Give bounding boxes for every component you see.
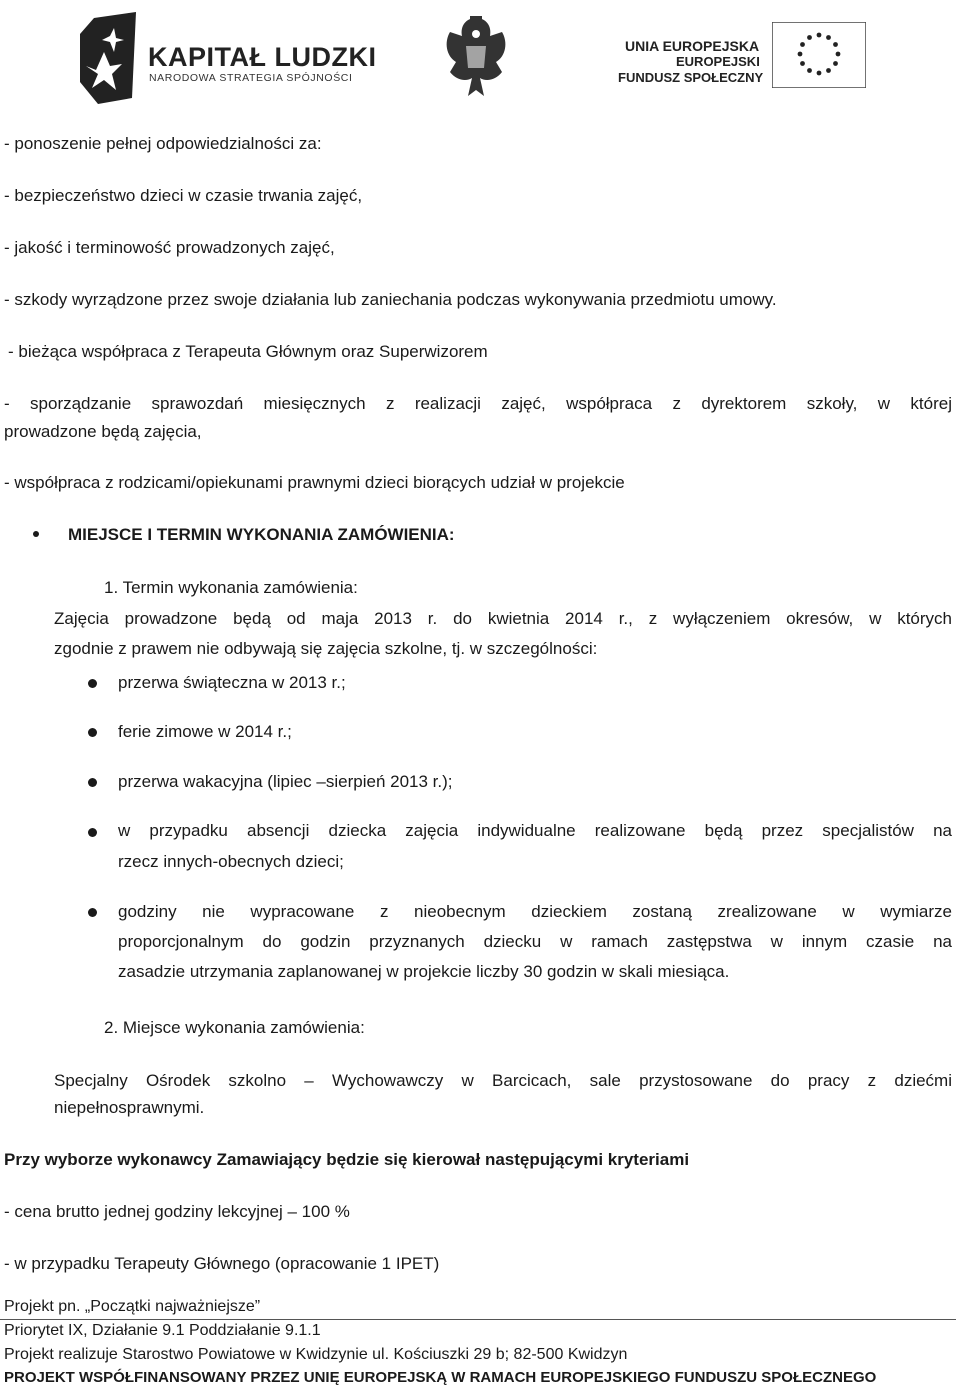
footer-divider bbox=[0, 1319, 956, 1320]
bullet-icon bbox=[88, 908, 97, 917]
list-item: przerwa wakacyjna (lipiec –sierpień 2013 r.); bbox=[118, 772, 453, 791]
kl-title: KAPITAŁ LUDZKI bbox=[148, 42, 377, 72]
ue-line2: EUROPEJSKI bbox=[676, 54, 760, 69]
bullet-icon bbox=[88, 778, 97, 787]
list-item: rzecz innych-obecnych dzieci; bbox=[118, 852, 344, 871]
numbered-item: 1. Termin wykonania zamówienia: bbox=[104, 578, 358, 597]
text-line: Zajęcia prowadzone będą od maja 2013 r. do kwietnia 2014 r., z wyłączeniem okresów, w których bbox=[54, 609, 952, 628]
list-item: zasadzie utrzymania zaplanowanej w projekcie liczby 30 godzin w skali miesiąca. bbox=[118, 962, 730, 981]
list-item: ferie zimowe w 2014 r.; bbox=[118, 722, 292, 741]
text-line: - cena brutto jednej godziny lekcyjnej – 100 % bbox=[4, 1202, 350, 1221]
text-line: - w przypadku Terapeuty Głównego (opracowanie 1 IPET) bbox=[4, 1254, 440, 1273]
text-line: - bezpieczeństwo dzieci w czasie trwania zajęć, bbox=[4, 186, 363, 205]
list-item: przerwa świąteczna w 2013 r.; bbox=[118, 673, 346, 692]
bullet-icon bbox=[88, 679, 97, 688]
text-line: - współpraca z rodzicami/opiekunami prawnymi dzieci biorących udział w projekcie bbox=[4, 473, 625, 492]
footer-line: Priorytet IX, Działanie 9.1 Poddziałanie 9.1.1 bbox=[4, 1322, 321, 1339]
footer-line: Projekt pn. „Początki najważniejsze” bbox=[4, 1298, 261, 1315]
list-item: godziny nie wypracowane z nieobecnym dzieckiem zostaną zrealizowane w wymiarze bbox=[118, 902, 952, 921]
bullet-icon bbox=[88, 828, 97, 837]
eagle-emblem-icon bbox=[436, 12, 516, 108]
text-line: zgodnie z prawem nie odbywają się zajęcia szkolne, tj. w szczególności: bbox=[54, 639, 598, 658]
numbered-item: 2. Miejsce wykonania zamówienia: bbox=[104, 1018, 365, 1037]
footer-line: Projekt realizuje Starostwo Powiatowe w Kwidzynie ul. Kościuszki 29 b; 82-500 Kwidzyn bbox=[4, 1346, 628, 1363]
text-line: - sporządzanie sprawozdań miesięcznych z realizacji zajęć, współpraca z dyrektorem szkoły, w której bbox=[4, 394, 952, 413]
text-line: - szkody wyrządzone przez swoje działania lub zaniechania podczas wykonywania przedmiotu umowy. bbox=[4, 290, 777, 309]
section-heading: MIEJSCE I TERMIN WYKONANIA ZAMÓWIENIA: bbox=[68, 525, 455, 544]
ue-line3: FUNDUSZ SPOŁECZNY bbox=[618, 70, 764, 85]
text-line: niepełnosprawnymi. bbox=[54, 1098, 205, 1117]
eu-flag-icon bbox=[772, 22, 866, 88]
text-line: prowadzone będą zajęcia, bbox=[4, 422, 202, 441]
text-line: - jakość i terminowość prowadzonych zajęć, bbox=[4, 238, 335, 257]
bullet-icon bbox=[88, 728, 97, 737]
criteria-heading: Przy wyborze wykonawcy Zamawiający będzie się kierował następującymi kryteriami bbox=[4, 1150, 690, 1169]
kl-subtitle: NARODOWA STRATEGIA SPÓJNOŚCI bbox=[149, 72, 353, 84]
footer-line: PROJEKT WSPÓŁFINANSOWANY PRZEZ UNIĘ EUROPEJSKĄ W RAMACH EUROPEJSKIEGO FUNDUSZU SPOŁECZNEGO bbox=[4, 1369, 877, 1386]
text-line: - bieżąca współpraca z Terapeuta Głównym oraz Superwizorem bbox=[8, 342, 488, 361]
list-item: proporcjonalnym do godzin przyznanych dziecku w ramach zastępstwa w innym czasie na bbox=[118, 932, 952, 951]
text-line: - ponoszenie pełnej odpowiedzialności za: bbox=[4, 134, 322, 153]
list-item: w przypadku absencji dziecka zajęcia indywidualne realizowane będą przez specjalistów na bbox=[118, 821, 952, 840]
bullet-icon bbox=[33, 531, 39, 537]
ue-line1: UNIA EUROPEJSKA bbox=[625, 38, 760, 54]
text-line: Specjalny Ośrodek szkolno – Wychowawczy w Barcicach, sale przystosowane do pracy z dziećmi bbox=[54, 1071, 952, 1090]
